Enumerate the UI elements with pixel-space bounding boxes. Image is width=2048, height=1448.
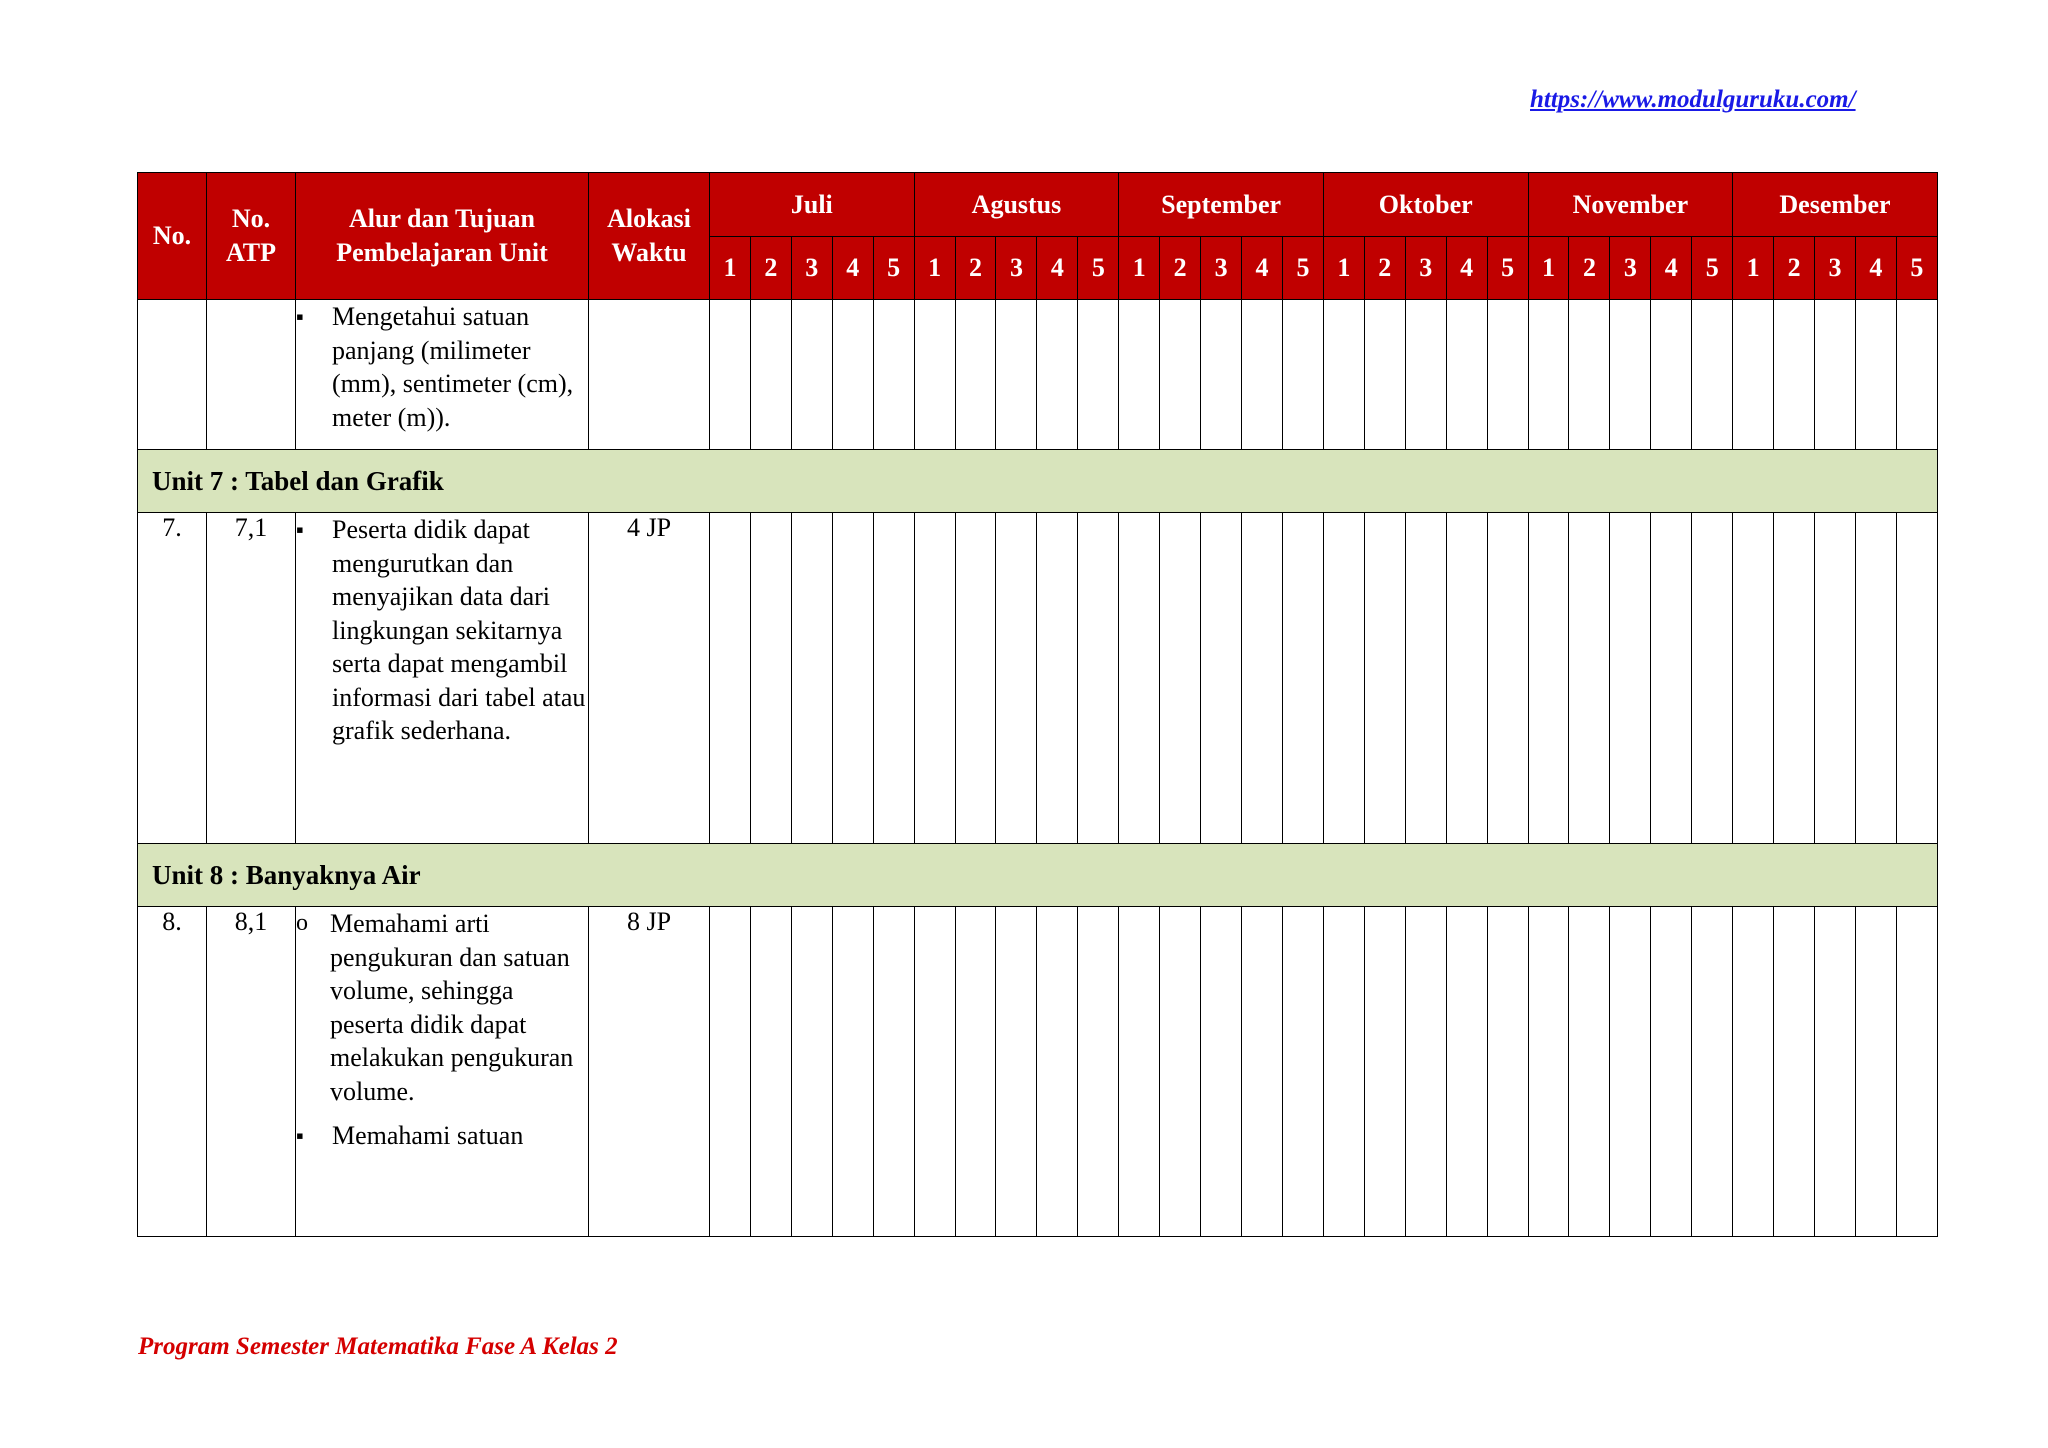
week-cell [1323, 300, 1364, 450]
week-cell [1774, 300, 1815, 450]
square-bullet-icon [296, 513, 332, 748]
week-cell [1405, 300, 1446, 450]
footer-document-title: Program Semester Matematika Fase A Kelas 2 [138, 1333, 618, 1360]
week-cell [1815, 513, 1856, 844]
week-cell [1078, 513, 1119, 844]
week-cell [873, 300, 914, 450]
cell-alur-tujuan [296, 907, 589, 1237]
week-cell [832, 907, 873, 1237]
week-cell [1896, 907, 1937, 1237]
week-header: 1 [1733, 237, 1774, 300]
week-cell [1610, 513, 1651, 844]
objective-item [296, 907, 588, 1108]
week-cell [1119, 300, 1160, 450]
month-header: September [1119, 173, 1324, 237]
week-cell [1037, 300, 1078, 450]
program-semester-table [137, 172, 1938, 1237]
week-cell [1364, 907, 1405, 1237]
week-header: 4 [1446, 237, 1487, 300]
header-alur-tujuan: Alur dan Tujuan Pembelajaran Unit [296, 173, 589, 300]
week-cell [1242, 300, 1283, 450]
week-cell [1242, 513, 1283, 844]
week-cell [1528, 907, 1569, 1237]
objective-text: Memahami arti pengukuran dan satuan volume, sehingga peserta didik dapat melakukan pengukuran volume. [330, 909, 574, 1106]
week-cell [1282, 300, 1323, 450]
unit-label: Unit 7 : Tabel dan Grafik [138, 450, 1938, 513]
week-cell [791, 907, 832, 1237]
week-cell [914, 907, 955, 1237]
week-header: 4 [832, 237, 873, 300]
week-cell [1692, 300, 1733, 450]
week-cell [1855, 513, 1896, 844]
week-cell [1405, 513, 1446, 844]
week-cell [1364, 300, 1405, 450]
week-cell [1528, 513, 1569, 844]
website-link[interactable]: https://www.modulguruku.com/ [1530, 86, 1856, 113]
week-cell [1282, 513, 1323, 844]
cell-no: 8. [138, 907, 207, 1237]
week-cell [1774, 513, 1815, 844]
month-header: Desember [1733, 173, 1938, 237]
week-cell [1037, 513, 1078, 844]
objective-item [296, 300, 588, 434]
week-cell [996, 907, 1037, 1237]
header-alokasi-waktu: Alokasi Waktu [589, 173, 710, 300]
week-cell [914, 513, 955, 844]
square-bullet-icon [296, 1119, 332, 1155]
week-header: 2 [1774, 237, 1815, 300]
week-header: 5 [1078, 237, 1119, 300]
week-cell [750, 907, 791, 1237]
week-cell [1896, 300, 1937, 450]
cell-no-atp [207, 300, 296, 450]
week-cell [710, 513, 751, 844]
week-cell [1446, 907, 1487, 1237]
unit-row [138, 450, 1938, 513]
week-header: 5 [1282, 237, 1323, 300]
week-header: 5 [1896, 237, 1937, 300]
week-cell [1855, 907, 1896, 1237]
week-cell [1364, 513, 1405, 844]
week-header: 3 [1201, 237, 1242, 300]
week-cell [1896, 513, 1937, 844]
cell-no [138, 300, 207, 450]
month-header: Oktober [1323, 173, 1528, 237]
week-header: 2 [1364, 237, 1405, 300]
week-cell [832, 513, 873, 844]
month-header: November [1528, 173, 1733, 237]
week-cell [1323, 907, 1364, 1237]
week-header: 3 [1405, 237, 1446, 300]
unit-row [138, 844, 1938, 907]
week-header: 2 [750, 237, 791, 300]
cell-no-atp: 8,1 [207, 907, 296, 1237]
week-cell [1487, 300, 1528, 450]
week-cell [1855, 300, 1896, 450]
week-cell [873, 907, 914, 1237]
week-header: 4 [1037, 237, 1078, 300]
week-cell [1037, 907, 1078, 1237]
week-cell [1733, 907, 1774, 1237]
week-cell [1692, 907, 1733, 1237]
week-cell [1201, 513, 1242, 844]
week-cell [710, 907, 751, 1237]
week-cell [1651, 907, 1692, 1237]
week-cell [1733, 513, 1774, 844]
week-cell [1160, 907, 1201, 1237]
week-cell [1569, 907, 1610, 1237]
week-header: 3 [1610, 237, 1651, 300]
week-cell [1569, 300, 1610, 450]
week-header: 3 [996, 237, 1037, 300]
cell-alokasi-waktu: 4 JP [589, 513, 710, 844]
week-cell [1078, 907, 1119, 1237]
objective-item [296, 513, 588, 748]
week-cell [1692, 513, 1733, 844]
week-header: 5 [873, 237, 914, 300]
week-cell [832, 300, 873, 450]
week-header: 3 [791, 237, 832, 300]
table-header-row [138, 173, 1938, 237]
week-cell [1733, 300, 1774, 450]
week-header: 4 [1242, 237, 1283, 300]
week-cell [750, 513, 791, 844]
cell-alokasi-waktu [589, 300, 710, 450]
week-cell [1282, 907, 1323, 1237]
week-cell [1119, 907, 1160, 1237]
circle-bullet-icon: o [296, 910, 308, 936]
cell-no-atp: 7,1 [207, 513, 296, 844]
week-header: 4 [1651, 237, 1692, 300]
week-cell [1201, 300, 1242, 450]
week-header: 2 [955, 237, 996, 300]
week-header: 3 [1815, 237, 1856, 300]
square-bullet-icon [296, 300, 332, 434]
week-cell [1160, 300, 1201, 450]
header-no: No. [138, 173, 207, 300]
week-cell [914, 300, 955, 450]
header-no-atp: No. ATP [207, 173, 296, 300]
week-cell [1774, 907, 1815, 1237]
week-header: 2 [1569, 237, 1610, 300]
week-cell [791, 300, 832, 450]
week-cell [1610, 907, 1651, 1237]
week-cell [1242, 907, 1283, 1237]
objective-text: Mengetahui satuan panjang (milimeter (mm), sentimeter (cm), meter (m)). [332, 302, 574, 432]
unit-label: Unit 8 : Banyaknya Air [138, 844, 1938, 907]
week-cell [1160, 513, 1201, 844]
week-cell [955, 907, 996, 1237]
week-header: 5 [1692, 237, 1733, 300]
cell-alur-tujuan [296, 513, 589, 844]
week-header: 2 [1160, 237, 1201, 300]
week-cell [710, 300, 751, 450]
week-cell [1446, 300, 1487, 450]
week-header: 1 [1528, 237, 1569, 300]
cell-alokasi-waktu: 8 JP [589, 907, 710, 1237]
week-header: 1 [1323, 237, 1364, 300]
week-cell [1119, 513, 1160, 844]
week-header: 1 [1119, 237, 1160, 300]
week-cell [1487, 513, 1528, 844]
week-cell [1569, 513, 1610, 844]
week-cell [1528, 300, 1569, 450]
table-row [138, 513, 1938, 844]
table-row [138, 300, 1938, 450]
objective-text: Memahami satuan [332, 1121, 524, 1150]
week-cell [791, 513, 832, 844]
week-cell [1405, 907, 1446, 1237]
week-cell [1610, 300, 1651, 450]
week-cell [1201, 907, 1242, 1237]
week-cell [750, 300, 791, 450]
week-cell [1078, 300, 1119, 450]
week-cell [1487, 907, 1528, 1237]
cell-alur-tujuan [296, 300, 589, 450]
week-header: 1 [914, 237, 955, 300]
objective-text: Peserta didik dapat mengurutkan dan menyajikan data dari lingkungan sekitarnya serta dapat mengambil informasi dari tabel atau grafik sederhana. [332, 515, 586, 745]
week-cell [1815, 300, 1856, 450]
week-header: 4 [1855, 237, 1896, 300]
week-cell [1651, 513, 1692, 844]
week-cell [955, 300, 996, 450]
week-cell [955, 513, 996, 844]
week-cell [1323, 513, 1364, 844]
month-header: Juli [710, 173, 915, 237]
week-cell [996, 513, 1037, 844]
week-cell [1446, 513, 1487, 844]
table-row [138, 907, 1938, 1237]
week-header: 1 [710, 237, 751, 300]
week-cell [996, 300, 1037, 450]
week-cell [1815, 907, 1856, 1237]
week-header: 5 [1487, 237, 1528, 300]
week-cell [1651, 300, 1692, 450]
cell-no: 7. [138, 513, 207, 844]
month-header: Agustus [914, 173, 1119, 237]
week-cell [873, 513, 914, 844]
objective-item [296, 1119, 588, 1155]
